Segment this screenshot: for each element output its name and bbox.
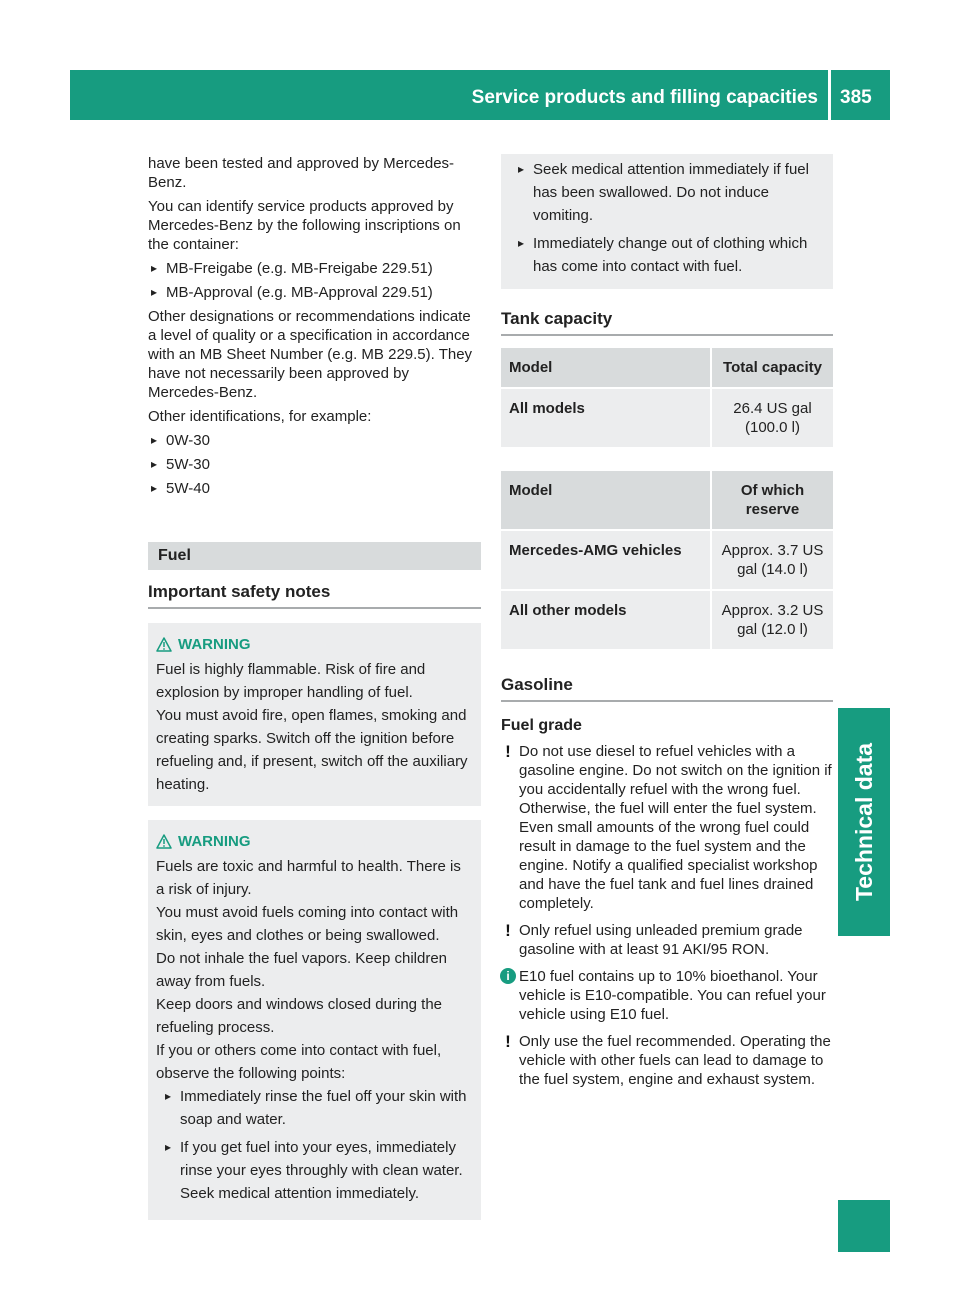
column-header: Model (501, 471, 710, 529)
warning-bullets (156, 1085, 473, 1205)
table-header-row (501, 471, 833, 529)
warning-text: Keep doors and windows closed during the refueling process. (156, 996, 443, 1036)
table-cell: 26.4 US gal (100.0 l) (710, 387, 833, 447)
exclamation-icon: ! (505, 921, 511, 940)
list-item: ▸ 5W-40 (148, 479, 481, 498)
warning-continued-box (501, 154, 833, 289)
tank-capacity-table (501, 348, 833, 447)
list-item: ▸ MB-Approval (e.g. MB-Approval 229.51) (148, 283, 481, 302)
table-row (501, 529, 833, 589)
warning-text: Fuels are toxic and harmful to health. There is a risk of injury. (156, 858, 461, 898)
info-note (501, 967, 833, 1024)
section-heading: Important safety notes (148, 570, 481, 609)
header-bar (70, 70, 890, 120)
exclamation-icon: ! (505, 1032, 511, 1051)
caution-note (501, 1032, 833, 1089)
warning-heading (156, 830, 473, 853)
table-cell: Approx. 3.7 US gal (14.0 l) (710, 529, 833, 589)
identify-text: You can identify service products approved by Mercedes-Benz by the following inscriptions on the container: (148, 198, 461, 253)
inscriptions-list (148, 259, 481, 302)
page-title: Service products and filling capacities (471, 87, 818, 108)
warning-continued-bullets (509, 158, 825, 278)
warning-triangle-icon (156, 834, 172, 849)
table-cell: Approx. 3.2 US gal (12.0 l) (710, 589, 833, 649)
note-text: Only use the fuel recommended. Operating the vehicle with other fuels can lead to damage to the fuel system, engine and exhaust system. (519, 1033, 831, 1088)
info-icon: i (500, 968, 516, 984)
note-text: Only refuel using unleaded premium grade gasoline with at least 91 AKI/95 RON. (519, 922, 803, 958)
warning-text: You must avoid fire, open flames, smoking and creating sparks. Switch off the ignition before refueling and, if present, switch off the auxiliary heating. (156, 707, 468, 793)
list-item: ▸ If you get fuel into your eyes, immediately rinse your eyes throughly with clean water. Seek medical attention immediately. (156, 1136, 473, 1205)
examples-list (148, 431, 481, 498)
section-heading: Gasoline (501, 663, 833, 702)
note-text: E10 fuel contains up to 10% bioethanol. Your vehicle is E10-compatible. You can refuel your vehicle using E10 fuel. (519, 968, 826, 1023)
caution-note (501, 742, 833, 913)
warning-label: WARNING (178, 833, 251, 850)
left-column (148, 154, 481, 1220)
side-tab-label: Technical data (851, 742, 877, 902)
other-identifications-text: Other identifications, for example: (148, 408, 372, 425)
warning-triangle-icon (156, 637, 172, 652)
warning-label: WARNING (178, 636, 251, 653)
table-cell: All models (501, 387, 710, 447)
table-header-row (501, 348, 833, 387)
section-heading: Tank capacity (501, 297, 833, 336)
table-row (501, 589, 833, 649)
list-item: ▸ Immediately rinse the fuel off your skin with soap and water. (156, 1085, 473, 1131)
caution-note (501, 921, 833, 959)
page-number: 385 (840, 87, 872, 108)
header-divider (828, 70, 831, 120)
note-text: Do not use diesel to refuel vehicles with a gasoline engine. Do not switch on the ignition if you accidentally refuel with the wrong fuel. Otherwise, the fuel will enter the fuel system. Even small amounts of the wrong fuel could result in damage to the fuel system and the engine. Notify a qualified specialist workshop and have the fuel tank and fuel lines drained completely. (519, 743, 832, 912)
warning-box (148, 623, 481, 806)
other-designations-text: Other designations or recommendations indicate a level of quality or a specification in accordance with an MB Sheet Number (e.g. MB 229.5). They have not necessarily been approved by Mercedes-Benz. (148, 308, 473, 401)
column-header: Total capacity (710, 348, 833, 387)
warning-text: Do not inhale the fuel vapors. Keep children away from fuels. (156, 950, 448, 990)
table-row (501, 387, 833, 447)
warning-heading (156, 633, 473, 656)
list-item: ▸ Seek medical attention immediately if fuel has been swallowed. Do not induce vomiting. (509, 158, 825, 227)
warning-text: Fuel is highly flammable. Risk of fire and explosion by improper handling of fuel. (156, 661, 426, 701)
intro-text: have been tested and approved by Mercedes-Benz. (148, 155, 455, 191)
column-header: Of which reserve (710, 471, 833, 529)
sub-heading: Fuel grade (501, 717, 582, 734)
warning-text: You must avoid fuels coming into contact with skin, eyes and clothes or being swallowed. (156, 904, 459, 944)
table-cell: All other models (501, 589, 710, 649)
list-item: ▸ MB-Freigabe (e.g. MB-Freigabe 229.51) (148, 259, 481, 278)
list-item: ▸ 0W-30 (148, 431, 481, 450)
list-item: ▸ 5W-30 (148, 455, 481, 474)
warning-text: If you or others come into contact with fuel, observe the following points: (156, 1042, 442, 1082)
warning-box (148, 820, 481, 1220)
list-item: ▸ Immediately change out of clothing which has come into contact with fuel. (509, 232, 825, 278)
side-tab (838, 708, 890, 936)
thumb-marker (838, 1200, 890, 1252)
table-cell: Mercedes-AMG vehicles (501, 529, 710, 589)
column-header: Model (501, 348, 710, 387)
right-column (501, 154, 833, 1097)
exclamation-icon: ! (505, 742, 511, 761)
reserve-table (501, 471, 833, 649)
chapter-heading: Fuel (148, 542, 481, 570)
